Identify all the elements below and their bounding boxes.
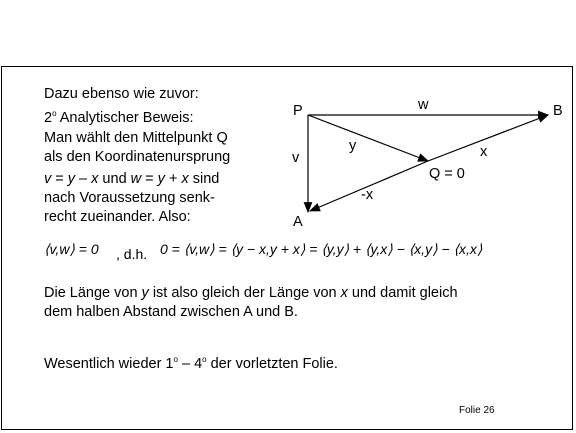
proof-heading: 2$^o$ Analytischer Beweis: [44,109,194,126]
text-line-4: als den Koordinatenursprung [44,149,231,165]
text-line-3: Man wählt den Mittelpunkt Q [44,130,228,146]
text-line-5: v = y – x und w = y + x sind [44,171,220,187]
vector-y-arrow [308,115,428,161]
vector-y-label: y [349,138,357,154]
point-P-label: P [293,103,303,119]
vector-w-label: w [418,97,429,113]
paragraph-line-3: Wesentlich wieder 1$^o$ – 4$^o$ der vorletzten Folie. [44,355,338,372]
paragraph-line-2: dem halben Abstand zwischen A und B. [44,304,298,320]
slide-number: Folie 26 [459,405,495,416]
formula-inner-product-zero: ⟨v,w⟩ = 0 [44,241,99,257]
formula-expansion: 0 = ⟨v,w⟩ = ⟨y − x,y + x⟩ = ⟨y,y⟩ + ⟨y,x⟩ − ⟨x,y⟩ − ⟨x,x⟩ [160,241,483,257]
point-B-label: B [553,103,563,119]
point-Q-label: Q = 0 [429,166,465,182]
vector-neg-x-label: -x [361,187,374,203]
vector-neg-x-arrow [310,161,428,211]
text-line-6: nach Voraussetzung senk- [44,190,215,206]
vector-x-label: x [480,144,488,160]
intro-line: Dazu ebenso wie zuvor: [44,86,199,102]
vector-v-label: v [292,150,300,166]
dh-text: , d.h. [116,246,148,262]
text-line-7: recht zueinander. Also: [44,209,191,225]
paragraph-line-1: Die Länge von y ist also gleich der Länge von x und damit gleich [44,285,458,301]
point-A-label: A [293,214,303,230]
vector-x-arrow [428,115,548,161]
